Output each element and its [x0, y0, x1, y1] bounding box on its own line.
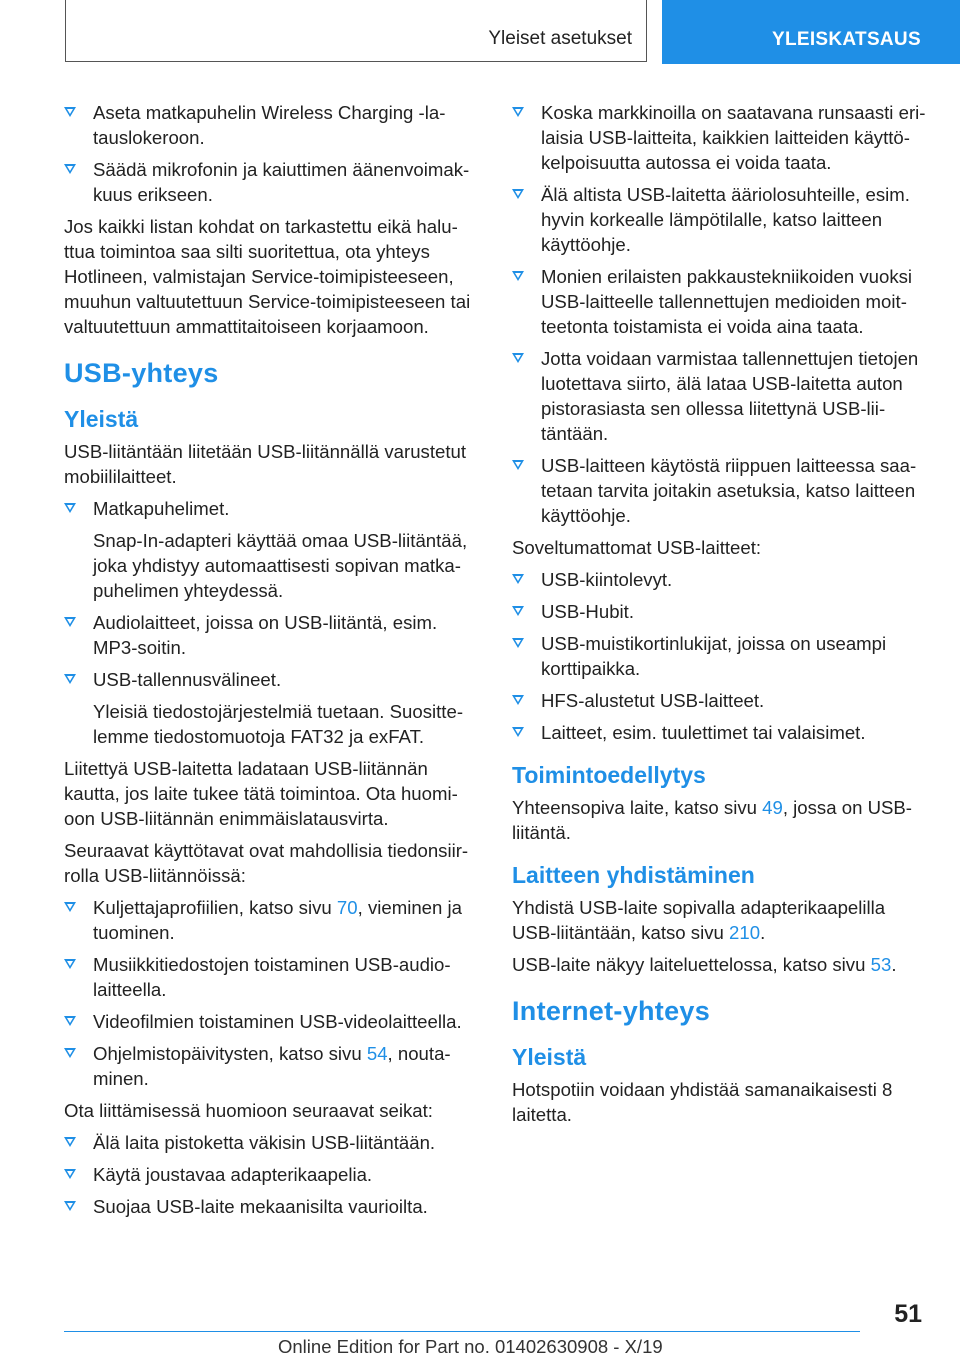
heading-yleista: Yleistä: [64, 406, 139, 432]
paragraph: Hotspotiin voidaan yhdistää samanaikaisesti 8 laitetta.: [512, 1079, 893, 1125]
bullet-triangle-icon: [64, 1169, 76, 1179]
list-item: Matkapuhelimet.: [64, 496, 479, 521]
list-item: HFS-alustetut USB-laitteet.: [512, 688, 930, 713]
bullet-triangle-icon: [512, 353, 524, 363]
paragraph: Yhdistä USB-laite sopivalla adapterikaapelilla USB-liitäntään, katso sivu 210.: [512, 897, 886, 943]
right-column: [512, 100, 930, 1134]
bullet-triangle-icon: [512, 460, 524, 470]
bullet-triangle-icon: [64, 1137, 76, 1147]
section-title: Yleiset asetukset: [488, 28, 632, 49]
bullet-triangle-icon: [512, 638, 524, 648]
list-item: Koska markkinoilla on saatavana runsaasti erilaisia USB-laitteita, kaikkien laitteiden käyttökelpoisuutta autossa ei voida taata.: [512, 100, 930, 175]
sub-paragraph: Snap-In-adapteri käyttää omaa USB-liitäntää, joka yhdistyy automaattisesti sopivan matkapuhelimen yhteydessä.: [93, 530, 468, 601]
list-item: Kuljettajaprofiilien, katso sivu 70, vieminen ja tuominen.: [64, 895, 479, 945]
bullet-triangle-icon: [512, 107, 524, 117]
list-item: USB-tallennusvälineet.: [64, 667, 479, 692]
bullet-triangle-icon: [512, 189, 524, 199]
bullet-triangle-icon: [512, 271, 524, 281]
heading-laitteen-yhdistaminen: Laitteen yhdistäminen: [512, 862, 755, 888]
page-header: [65, 0, 960, 64]
page-link-70[interactable]: 70: [336, 897, 358, 918]
list-item: Monien erilaisten pakkaustekniikoiden vuoksi USB-laitteelle tallennettujen medioiden moitteetonta toistamista ei voida aina taata.: [512, 264, 930, 339]
heading-toimintoedellytys: Toimintoedellytys: [512, 762, 706, 788]
paragraph: USB-laite näkyy laiteluettelossa, katso sivu 53.: [512, 954, 897, 975]
list-item: Ohjelmistopäivitysten, katso sivu 54, noutaminen.: [64, 1041, 479, 1091]
bullet-triangle-icon: [64, 1016, 76, 1026]
bullet-triangle-icon: [64, 959, 76, 969]
bullet-triangle-icon: [64, 617, 76, 627]
bullet-triangle-icon: [64, 107, 76, 117]
page-link-53[interactable]: 53: [870, 954, 892, 975]
list-item: USB-kiintolevyt.: [512, 567, 930, 592]
chapter-tab: [662, 0, 960, 64]
bullet-triangle-icon: [512, 606, 524, 616]
paragraph: Ota liittämisessä huomioon seuraavat seikat:: [64, 1100, 433, 1121]
list-item: USB-laitteen käytöstä riippuen laitteessa saatetaan tarvita joitakin asetuksia, katso laitteen käyttöohje.: [512, 453, 930, 528]
heading-usb: USB-yhteys: [64, 358, 219, 388]
page-number: 51: [894, 1300, 922, 1328]
list-item: Käytä joustavaa adapterikaapelia.: [64, 1162, 479, 1187]
list-item: Videofilmien toistaminen USB-videolaitteella.: [64, 1009, 479, 1034]
bullet-triangle-icon: [64, 164, 76, 174]
bullet-triangle-icon: [512, 574, 524, 584]
footer-text: Online Edition for Part no. 01402630908 - X/19: [278, 1336, 663, 1357]
page-link-49[interactable]: 49: [762, 797, 783, 818]
paragraph: USB-liitäntään liitetään USB-liitännällä varustetut mobiililaitteet.: [64, 441, 467, 487]
bullet-triangle-icon: [512, 695, 524, 705]
heading-yleista-2: Yleistä: [512, 1044, 587, 1070]
chapter-title: YLEISKATSAUS: [772, 29, 921, 50]
list-item: Suojaa USB-laite mekaanisilta vaurioilta.: [64, 1194, 479, 1219]
list-item: Säädä mikrofonin ja kaiuttimen äänenvoimakkuus erikseen.: [64, 157, 479, 207]
bullet-triangle-icon: [64, 503, 76, 513]
list-item: Aseta matkapuhelin Wireless Charging -latauslokeroon.: [64, 100, 479, 150]
page-link-210[interactable]: 210: [729, 922, 761, 943]
list-item: USB-Hubit.: [512, 599, 930, 624]
footer-divider: [64, 1331, 860, 1332]
bullet-triangle-icon: [64, 1201, 76, 1211]
paragraph: Yhteensopiva laite, katso sivu 49, jossa on USB-liitäntä.: [512, 797, 913, 843]
list-item: Älä altista USB-laitetta ääriolosuhteille, esim. hyvin korkealle lämpötilalle, katso laitteen käyttöohje.: [512, 182, 930, 257]
bullet-triangle-icon: [64, 902, 76, 912]
paragraph: Liitettyä USB-laitetta ladataan USB-liitännän kautta, jos laite tukee tätä toimintoa. Ota huomioon USB-liitännän enimmäislatausvirta.: [64, 758, 458, 829]
list-item: Audiolaitteet, joissa on USB-liitäntä, esim. MP3-soitin.: [64, 610, 479, 660]
page-link-54[interactable]: 54: [366, 1043, 388, 1064]
paragraph: Soveltumattomat USB-laitteet:: [512, 537, 762, 558]
bullet-triangle-icon: [512, 727, 524, 737]
section-tab: [65, 0, 647, 62]
paragraph: Seuraavat käyttötavat ovat mahdollisia tiedonsiirrolla USB-liitännöissä:: [64, 840, 469, 886]
paragraph: Jos kaikki listan kohdat on tarkastettu eikä haluttua toimintoa saa silti suoritettua, ota yhteys Hotlineen, valmistajan Service-toimipisteeseen, muuhun valtuutettuun Service-toimipisteeseen tai valtuutettuun ammattitaitoiseen korjaamoon.: [64, 216, 471, 337]
list-item: Älä laita pistoketta väkisin USB-liitäntään.: [64, 1130, 479, 1155]
list-item: Laitteet, esim. tuulettimet tai valaisimet.: [512, 720, 930, 745]
bullet-triangle-icon: [64, 1048, 76, 1058]
left-column: [64, 100, 479, 1226]
list-item: Jotta voidaan varmistaa tallennettujen tietojen luotettava siirto, älä lataa USB-laitetta auton pistorasiasta sen ollessa liitettynä USB-liitäntään.: [512, 346, 930, 446]
bullet-triangle-icon: [64, 674, 76, 684]
sub-paragraph: Yleisiä tiedostojärjestelmiä tuetaan. Suosittelemme tiedostomuotoja FAT32 ja exFAT.: [93, 701, 464, 747]
list-item: USB-muistikortinlukijat, joissa on useampi korttipaikka.: [512, 631, 930, 681]
list-item: Musiikkitiedostojen toistaminen USB-audiolaitteella.: [64, 952, 479, 1002]
heading-internet-yhteys: Internet-yhteys: [512, 996, 711, 1026]
